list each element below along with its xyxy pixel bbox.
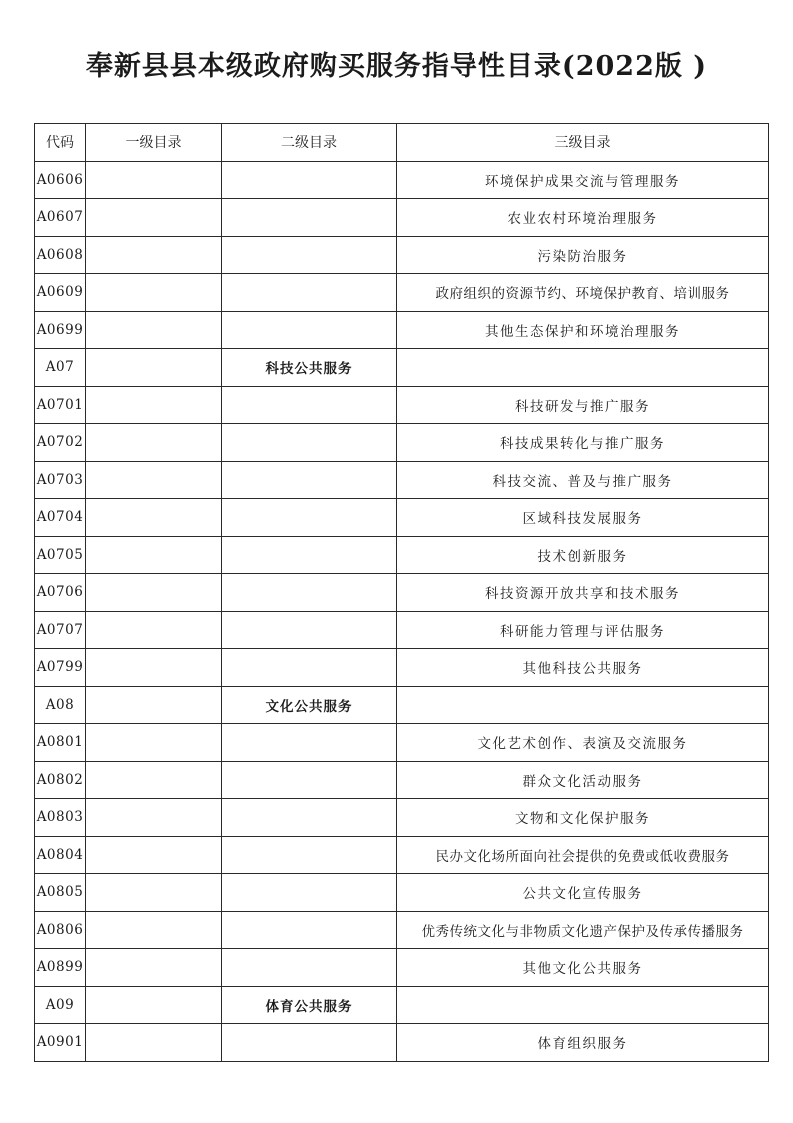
cell-level1: [86, 311, 222, 349]
cell-level3: 优秀传统文化与非物质文化遗产保护及传承传播服务: [397, 911, 769, 949]
cell-level3: 其他生态保护和环境治理服务: [397, 311, 769, 349]
table-row: [35, 949, 769, 987]
cell-code: A0799: [35, 649, 86, 687]
table-row: [35, 611, 769, 649]
cell-level2: [222, 274, 397, 312]
cell-level1: [86, 1024, 222, 1062]
cell-level2: [222, 236, 397, 274]
cell-level3: [397, 986, 769, 1024]
cell-level2: [222, 424, 397, 462]
cell-level3: 其他文化公共服务: [397, 949, 769, 987]
cell-level3: 区域科技发展服务: [397, 499, 769, 537]
cell-level2: [222, 874, 397, 912]
table-row: [35, 686, 769, 724]
table-body: [35, 161, 769, 1061]
cell-level1: [86, 386, 222, 424]
table-row: [35, 274, 769, 312]
cell-code: A08: [35, 686, 86, 724]
cell-level2: [222, 574, 397, 612]
cell-level2: [222, 311, 397, 349]
cell-level2: [222, 799, 397, 837]
header-level1: 一级目录: [86, 124, 222, 162]
cell-level2: [222, 536, 397, 574]
table-row: [35, 161, 769, 199]
cell-code: A0801: [35, 724, 86, 762]
cell-level1: [86, 836, 222, 874]
cell-level1: [86, 424, 222, 462]
table-row: [35, 649, 769, 687]
page-title: 奉新县县本级政府购买服务指导性目录(2022版 ): [85, 51, 708, 82]
cell-code: A07: [35, 349, 86, 387]
cell-level1: [86, 574, 222, 612]
cell-level2: [222, 611, 397, 649]
header-level2: 二级目录: [222, 124, 397, 162]
cell-level3: [397, 686, 769, 724]
cell-level2: [222, 499, 397, 537]
cell-level3: 污染防治服务: [397, 236, 769, 274]
cell-level3: 文化艺术创作、表演及交流服务: [397, 724, 769, 762]
cell-level1: [86, 274, 222, 312]
table-header-row: [35, 124, 769, 162]
cell-level3: 环境保护成果交流与管理服务: [397, 161, 769, 199]
cell-level3: 科技研发与推广服务: [397, 386, 769, 424]
cell-code: A0704: [35, 499, 86, 537]
table-row: [35, 499, 769, 537]
cell-level2: [222, 724, 397, 762]
cell-level3: 政府组织的资源节约、环境保护教育、培训服务: [397, 274, 769, 312]
table-row: [35, 424, 769, 462]
cell-level3: 科技成果转化与推广服务: [397, 424, 769, 462]
cell-level2: 体育公共服务: [222, 986, 397, 1024]
table-row: [35, 236, 769, 274]
table-row: [35, 799, 769, 837]
cell-level3: 科技资源开放共享和技术服务: [397, 574, 769, 612]
cell-code: A0606: [35, 161, 86, 199]
table-row: [35, 311, 769, 349]
table-row: [35, 349, 769, 387]
cell-level3: 科技交流、普及与推广服务: [397, 461, 769, 499]
cell-level3: 技术创新服务: [397, 536, 769, 574]
cell-level2: 文化公共服务: [222, 686, 397, 724]
cell-level2: [222, 949, 397, 987]
cell-code: A0706: [35, 574, 86, 612]
cell-code: A09: [35, 986, 86, 1024]
cell-level3: 体育组织服务: [397, 1024, 769, 1062]
table-row: [35, 1024, 769, 1062]
cell-level1: [86, 536, 222, 574]
cell-level1: [86, 686, 222, 724]
cell-level3: 公共文化宣传服务: [397, 874, 769, 912]
table-row: [35, 724, 769, 762]
cell-level1: [86, 649, 222, 687]
cell-level3: [397, 349, 769, 387]
cell-level1: [86, 349, 222, 387]
cell-level2: [222, 649, 397, 687]
cell-level1: [86, 199, 222, 237]
cell-level3: 群众文化活动服务: [397, 761, 769, 799]
cell-level2: [222, 461, 397, 499]
cell-level1: [86, 236, 222, 274]
cell-level1: [86, 949, 222, 987]
header-level3: 三级目录: [397, 124, 769, 162]
table-row: [35, 874, 769, 912]
cell-code: A0609: [35, 274, 86, 312]
cell-level2: [222, 386, 397, 424]
cell-code: A0899: [35, 949, 86, 987]
table-row: [35, 986, 769, 1024]
cell-level2: [222, 836, 397, 874]
cell-level1: [86, 611, 222, 649]
cell-code: A0607: [35, 199, 86, 237]
cell-code: A0802: [35, 761, 86, 799]
cell-level3: 农业农村环境治理服务: [397, 199, 769, 237]
cell-level2: [222, 911, 397, 949]
cell-level2: [222, 1024, 397, 1062]
cell-level1: [86, 986, 222, 1024]
cell-level1: [86, 499, 222, 537]
cell-code: A0804: [35, 836, 86, 874]
table-row: [35, 574, 769, 612]
cell-code: A0702: [35, 424, 86, 462]
cell-code: A0699: [35, 311, 86, 349]
cell-code: A0703: [35, 461, 86, 499]
cell-level1: [86, 161, 222, 199]
cell-level3: 其他科技公共服务: [397, 649, 769, 687]
cell-level1: [86, 724, 222, 762]
cell-level1: [86, 799, 222, 837]
cell-level2: [222, 161, 397, 199]
header-code: 代码: [35, 124, 86, 162]
cell-code: A0608: [35, 236, 86, 274]
cell-level3: 科研能力管理与评估服务: [397, 611, 769, 649]
cell-level3: 文物和文化保护服务: [397, 799, 769, 837]
table-row: [35, 911, 769, 949]
cell-level1: [86, 761, 222, 799]
cell-level3: 民办文化场所面向社会提供的免费或低收费服务: [397, 836, 769, 874]
cell-level2: [222, 761, 397, 799]
cell-level1: [86, 461, 222, 499]
cell-code: A0901: [35, 1024, 86, 1062]
cell-level2: [222, 199, 397, 237]
cell-code: A0806: [35, 911, 86, 949]
cell-code: A0705: [35, 536, 86, 574]
cell-level1: [86, 874, 222, 912]
cell-code: A0803: [35, 799, 86, 837]
cell-level2: 科技公共服务: [222, 349, 397, 387]
table-row: [35, 461, 769, 499]
cell-code: A0805: [35, 874, 86, 912]
catalog-table: [34, 123, 769, 1062]
cell-level1: [86, 911, 222, 949]
table-row: [35, 836, 769, 874]
table-row: [35, 199, 769, 237]
cell-code: A0701: [35, 386, 86, 424]
table-row: [35, 761, 769, 799]
table-row: [35, 536, 769, 574]
table-row: [35, 386, 769, 424]
cell-code: A0707: [35, 611, 86, 649]
